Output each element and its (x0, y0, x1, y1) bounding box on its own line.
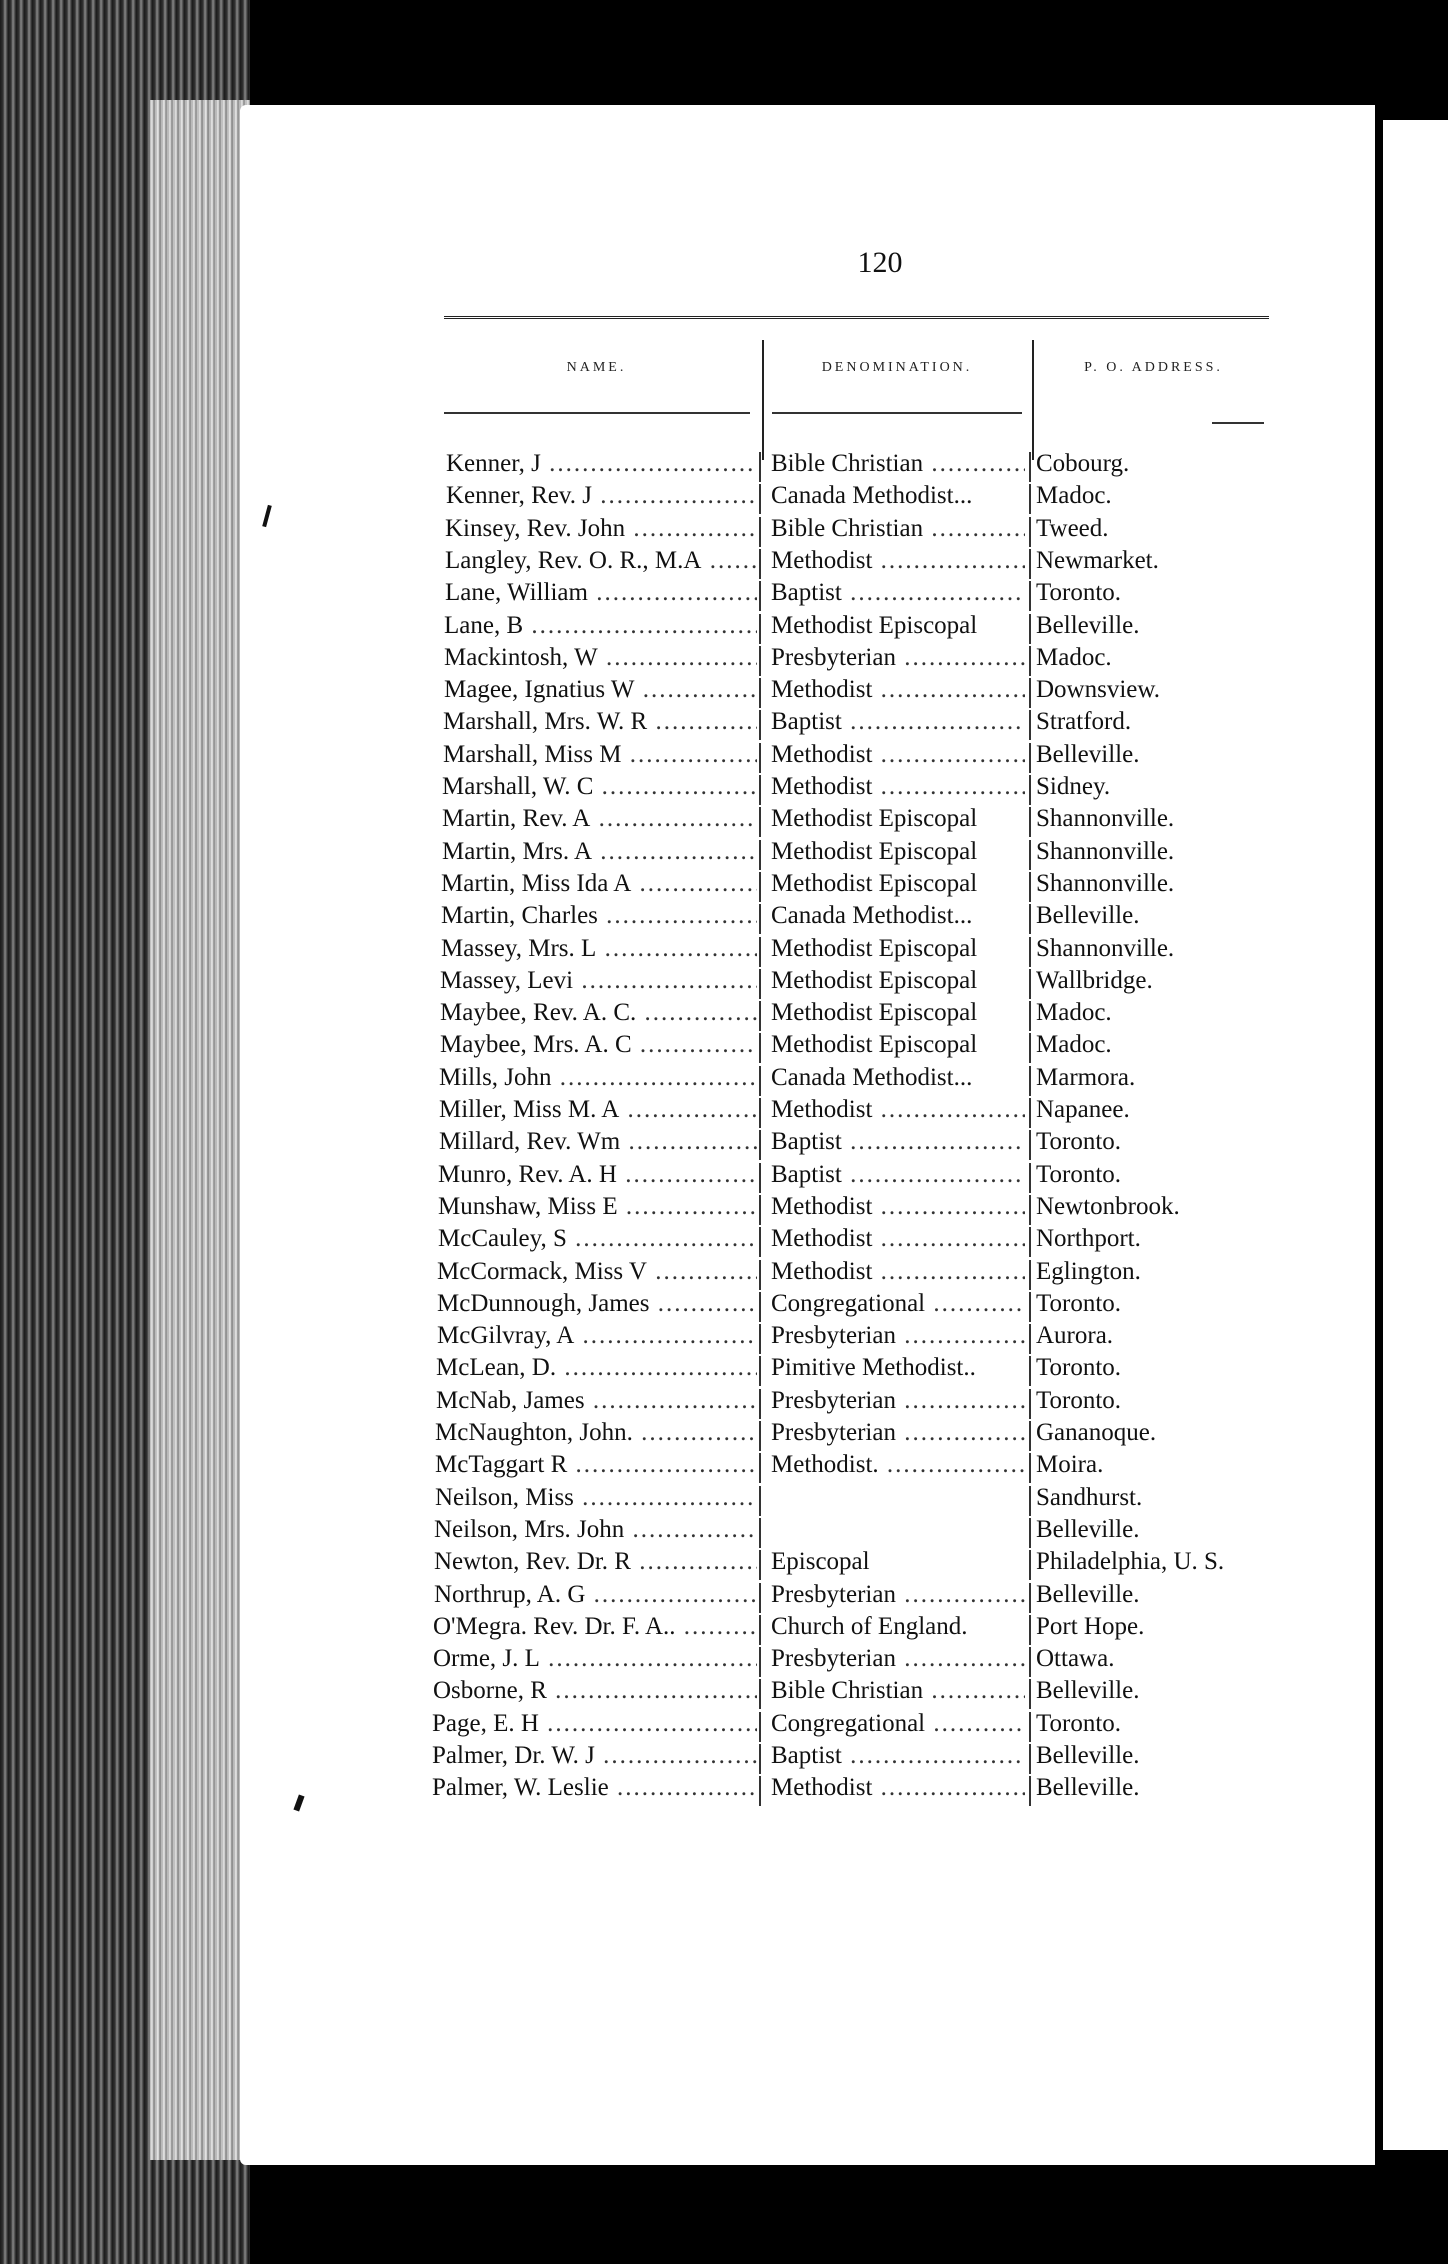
entry-name: Marshall, Miss M ..... (443, 741, 757, 769)
table-row (0, 1613, 1448, 1645)
entry-name: Orme, J. L ..... (433, 1645, 757, 1673)
column-divider (759, 1163, 761, 1193)
entry-name: Munshaw, Miss E ..... (438, 1193, 757, 1221)
entry-address: Shannonville. (1036, 869, 1175, 897)
column-divider (1029, 581, 1031, 611)
column-header-address: P. O. ADDRESS. (1084, 360, 1223, 375)
column-divider (759, 710, 761, 740)
entry-denomination: Methodist ..... (771, 1193, 1025, 1221)
table-row (0, 1742, 1448, 1774)
entry-name: Neilson, Mrs. John ..... (434, 1516, 757, 1544)
column-divider (759, 646, 761, 676)
table-row (0, 1419, 1448, 1451)
table-row (0, 1322, 1448, 1354)
table-row (0, 612, 1448, 644)
entry-denomination: Baptist ..... (771, 1742, 1025, 1770)
entry-name: McTaggart R ..... (435, 1451, 757, 1479)
entry-denomination: Presbyterian ..... (771, 1419, 1025, 1447)
table-row (0, 902, 1448, 934)
entry-address: Newmarket. (1036, 546, 1159, 574)
entry-name: McDunnough, James ..... (437, 1290, 757, 1318)
entry-address: Port Hope. (1036, 1612, 1145, 1640)
table-row (0, 1516, 1448, 1548)
column-divider (1029, 1421, 1031, 1451)
entry-denomination: Methodist Episcopal (771, 837, 978, 865)
entry-name: Lane, William ..... (445, 579, 757, 607)
entry-denomination: Methodist Episcopal (771, 999, 978, 1027)
column-divider (1029, 775, 1031, 805)
table-row (0, 1451, 1448, 1483)
column-divider (1029, 1583, 1031, 1613)
column-divider (1029, 517, 1031, 547)
column-divider (759, 549, 761, 579)
column-divider (759, 1712, 761, 1742)
column-divider (759, 1453, 761, 1483)
entry-address: Madoc. (1036, 1031, 1112, 1059)
table-row (0, 741, 1448, 773)
table-row (0, 1710, 1448, 1742)
column-divider (1029, 1163, 1031, 1193)
entry-address: Marmora. (1036, 1063, 1136, 1091)
entry-address: Ottawa. (1036, 1645, 1115, 1673)
table-row (0, 1548, 1448, 1580)
entry-address: Belleville. (1036, 740, 1140, 768)
table-row (0, 773, 1448, 805)
entry-name: Kenner, Rev. J ..... (446, 482, 757, 510)
entry-address: Newtonbrook. (1036, 1192, 1180, 1220)
column-divider (762, 340, 764, 460)
table-row (0, 708, 1448, 740)
entry-name: Marshall, W. C ..... (442, 773, 757, 801)
column-divider (759, 743, 761, 773)
entry-address: Toronto. (1036, 1289, 1122, 1317)
entry-name: Magee, Ignatius W ..... (444, 676, 757, 704)
entry-name: McLean, D. ..... (436, 1354, 757, 1382)
entry-name: Millard, Rev. Wm ..... (439, 1128, 757, 1156)
entry-address: Madoc. (1036, 999, 1112, 1027)
entry-denomination: Congregational ..... (771, 1710, 1025, 1738)
column-divider (1029, 452, 1031, 482)
column-divider (759, 1324, 761, 1354)
entry-name: Kinsey, Rev. John ..... (445, 515, 757, 543)
column-divider (759, 517, 761, 547)
column-divider (759, 1066, 761, 1096)
entry-address: Cobourg. (1036, 450, 1130, 477)
entry-address: Napanee. (1036, 1096, 1130, 1123)
column-divider (1029, 549, 1031, 579)
page-number: 120 (857, 246, 903, 279)
column-divider (759, 581, 761, 611)
table-row (0, 1387, 1448, 1419)
entry-address: Belleville. (1036, 611, 1140, 639)
entry-address: Toronto. (1036, 1160, 1122, 1188)
column-divider (759, 840, 761, 870)
column-divider (1029, 937, 1031, 967)
entry-address: Toronto. (1036, 1709, 1122, 1737)
entry-denomination: Methodist Episcopal (771, 611, 978, 639)
entry-denomination: Methodist Episcopal (771, 805, 978, 833)
entry-name: McGilvray, A ..... (437, 1322, 757, 1350)
column-divider (1029, 743, 1031, 773)
column-divider (1029, 1001, 1031, 1031)
entry-address: Gananoque. (1036, 1419, 1157, 1446)
table-row (0, 482, 1448, 514)
entry-address: Stratford. (1036, 708, 1132, 736)
table-row (0, 644, 1448, 676)
entry-name: Massey, Levi ..... (440, 967, 757, 995)
column-divider (1029, 1227, 1031, 1257)
entry-address: Moira. (1036, 1451, 1104, 1479)
entry-name: Martin, Charles ..... (441, 902, 757, 930)
column-divider (1029, 1356, 1031, 1386)
column-divider (1029, 1776, 1031, 1806)
entry-denomination: Methodist Episcopal (771, 934, 978, 962)
table-row (0, 1225, 1448, 1257)
column-divider (1029, 1195, 1031, 1225)
column-divider (759, 937, 761, 967)
entry-denomination: Presbyterian ..... (771, 1322, 1025, 1350)
column-divider (1029, 1679, 1031, 1709)
entry-name: Munro, Rev. A. H ..... (438, 1161, 757, 1189)
entry-denomination: Presbyterian ..... (771, 644, 1025, 672)
entry-denomination: Bible Christian ..... (771, 1677, 1025, 1705)
entry-name: McNab, James ..... (436, 1387, 757, 1415)
column-divider (759, 1195, 761, 1225)
column-divider (759, 969, 761, 999)
column-divider (1029, 1647, 1031, 1677)
column-divider (759, 1421, 761, 1451)
entry-address: Belleville. (1036, 1677, 1140, 1705)
table-row (0, 515, 1448, 547)
column-divider (1029, 1066, 1031, 1096)
table-row (0, 450, 1448, 482)
header-rule-name (444, 412, 750, 414)
column-divider (759, 1356, 761, 1386)
entry-denomination: Baptist ..... (771, 1161, 1025, 1189)
entry-address: Sidney. (1036, 773, 1111, 800)
column-divider (759, 1647, 761, 1677)
entry-address: Tweed. (1036, 514, 1109, 542)
column-divider (759, 1744, 761, 1774)
column-divider (759, 807, 761, 837)
table-row (0, 838, 1448, 870)
table-row (0, 967, 1448, 999)
column-divider (759, 614, 761, 644)
column-divider (759, 1486, 761, 1516)
table-row (0, 547, 1448, 579)
column-divider (1029, 1033, 1031, 1063)
table-row (0, 1193, 1448, 1225)
entry-name: Martin, Mrs. A ..... (442, 838, 757, 866)
column-header-denomination: DENOMINATION. (821, 360, 973, 375)
column-divider (1029, 1712, 1031, 1742)
entry-denomination: Congregational ..... (771, 1290, 1025, 1318)
column-divider (1029, 678, 1031, 708)
entry-denomination: Episcopal (771, 1548, 870, 1576)
entry-denomination: Pimitive Methodist.. (771, 1354, 976, 1382)
column-divider (759, 1033, 761, 1063)
table-row (0, 870, 1448, 902)
entry-address: Belleville. (1036, 1742, 1140, 1769)
column-divider (1029, 614, 1031, 644)
table-row (0, 676, 1448, 708)
column-header-name: NAME. (566, 360, 627, 375)
column-divider (759, 484, 761, 514)
entry-address: Toronto. (1036, 1128, 1122, 1156)
entry-denomination: Methodist ..... (771, 1774, 1025, 1802)
entry-name: Miller, Miss M. A ..... (439, 1096, 757, 1124)
column-divider (759, 1001, 761, 1031)
column-divider (1029, 1098, 1031, 1128)
table-row (0, 1258, 1448, 1290)
column-divider (759, 775, 761, 805)
column-divider (759, 1583, 761, 1613)
entry-name: Page, E. H ..... (432, 1710, 757, 1738)
table-row (0, 1677, 1448, 1709)
entry-denomination: Methodist Episcopal (771, 966, 978, 994)
entry-name: Mackintosh, W ..... (444, 644, 757, 672)
entry-denomination: Presbyterian ..... (771, 1645, 1025, 1673)
entry-name: Neilson, Miss ..... (435, 1484, 757, 1512)
column-divider (759, 678, 761, 708)
column-divider (759, 1615, 761, 1645)
entry-name: Martin, Miss Ida A ..... (441, 870, 757, 898)
entry-denomination: Methodist ..... (771, 773, 1025, 801)
entry-name: Lane, B ..... (444, 612, 757, 640)
table-row (0, 805, 1448, 837)
table-row (0, 1290, 1448, 1322)
column-divider (1029, 1324, 1031, 1354)
entry-address: Eglington. (1036, 1257, 1141, 1285)
column-divider (1029, 1518, 1031, 1548)
entry-address: Toronto. (1036, 1386, 1122, 1414)
entry-denomination: Canada Methodist... (771, 902, 973, 930)
column-divider (1029, 969, 1031, 999)
entry-denomination: Methodist. ..... (771, 1451, 1025, 1479)
entry-denomination: Canada Methodist... (771, 1063, 973, 1091)
column-divider (759, 1130, 761, 1160)
column-divider (1029, 484, 1031, 514)
column-divider (1029, 1744, 1031, 1774)
table-row (0, 1096, 1448, 1128)
column-divider (759, 1260, 761, 1290)
entry-denomination: Baptist ..... (771, 1128, 1025, 1156)
header-rule-address (1212, 422, 1264, 424)
entry-denomination: Presbyterian ..... (771, 1387, 1025, 1415)
entry-address: Toronto. (1036, 1354, 1122, 1382)
entry-address: Shannonville. (1036, 837, 1175, 865)
entry-name: Mills, John ..... (439, 1064, 757, 1092)
entry-address: Downsview. (1036, 676, 1161, 704)
entry-denomination: Methodist ..... (771, 676, 1025, 704)
entry-name: Kenner, J ..... (446, 450, 757, 478)
table-row (0, 935, 1448, 967)
column-divider (1029, 1453, 1031, 1483)
entry-name: McCauley, S ..... (438, 1225, 757, 1253)
column-divider (759, 1679, 761, 1709)
header-top-rule (444, 316, 1269, 319)
column-divider (759, 1389, 761, 1419)
column-divider (759, 1776, 761, 1806)
table-row (0, 999, 1448, 1031)
entry-denomination: Methodist ..... (771, 1258, 1025, 1286)
entry-address: Madoc. (1036, 482, 1112, 510)
table-row (0, 1354, 1448, 1386)
entry-denomination: Bible Christian ..... (771, 515, 1025, 543)
column-divider (759, 904, 761, 934)
entry-denomination: Methodist Episcopal (771, 1031, 978, 1059)
entry-name: McCormack, Miss V ..... (437, 1258, 757, 1286)
entry-denomination: Baptist ..... (771, 708, 1025, 736)
entry-address: Northport. (1036, 1225, 1141, 1253)
column-divider (759, 1292, 761, 1322)
entry-address: Wallbridge. (1036, 966, 1153, 994)
entry-address: Shannonville. (1036, 805, 1175, 833)
entry-name: O'Megra. Rev. Dr. F. A.. ..... (433, 1613, 757, 1641)
table-row (0, 1645, 1448, 1677)
column-divider (759, 1227, 761, 1257)
table-row (0, 1484, 1448, 1516)
entry-name: Massey, Mrs. L ..... (441, 935, 757, 963)
column-divider (1029, 1615, 1031, 1645)
column-divider (759, 1518, 761, 1548)
entry-name: McNaughton, John. ..... (435, 1419, 757, 1447)
entry-denomination: Church of England. (771, 1612, 968, 1640)
column-divider (1029, 646, 1031, 676)
entry-denomination: Presbyterian ..... (771, 1581, 1025, 1609)
entry-name: Martin, Rev. A ..... (442, 805, 757, 833)
entry-address: Madoc. (1036, 643, 1112, 671)
entry-address: Belleville. (1036, 902, 1140, 930)
column-divider (1029, 904, 1031, 934)
column-divider (1029, 710, 1031, 740)
entry-name: Northrup, A. G ..... (434, 1581, 757, 1609)
table-row (0, 1581, 1448, 1613)
column-divider (1029, 807, 1031, 837)
column-divider (759, 1098, 761, 1128)
entry-address: Toronto. (1036, 579, 1122, 607)
header-rule-denomination (772, 412, 1022, 414)
entry-name: Maybee, Mrs. A. C ..... (440, 1031, 757, 1059)
entry-address: Shannonville. (1036, 934, 1175, 962)
column-divider (1029, 1486, 1031, 1516)
column-divider (759, 452, 761, 482)
entry-address: Belleville. (1036, 1515, 1140, 1543)
entry-name: Palmer, W. Leslie ..... (432, 1774, 757, 1802)
entry-denomination: Methodist ..... (771, 1096, 1025, 1124)
table-row (0, 1128, 1448, 1160)
entry-name: Osborne, R ..... (433, 1677, 757, 1705)
column-divider (1029, 872, 1031, 902)
entry-denomination: Bible Christian ..... (771, 450, 1025, 478)
table-row (0, 1161, 1448, 1193)
entry-denomination: Methodist Episcopal (771, 869, 978, 897)
entry-name: Palmer, Dr. W. J ..... (432, 1742, 757, 1770)
entry-name: Marshall, Mrs. W. R ..... (443, 708, 757, 736)
column-divider (1032, 340, 1034, 460)
column-divider (759, 872, 761, 902)
column-divider (1029, 1389, 1031, 1419)
column-divider (1029, 1260, 1031, 1290)
entry-address: Aurora. (1036, 1322, 1114, 1350)
entry-name: Newton, Rev. Dr. R ..... (434, 1548, 757, 1576)
column-divider (1029, 840, 1031, 870)
column-divider (1029, 1292, 1031, 1322)
entry-address: Sandhurst. (1036, 1483, 1143, 1511)
entry-denomination: Baptist ..... (771, 579, 1025, 607)
table-row (0, 1031, 1448, 1063)
column-divider (759, 1550, 761, 1580)
entry-name: Langley, Rev. O. R., M.A ..... (445, 547, 757, 575)
table-row (0, 579, 1448, 611)
entry-address: Belleville. (1036, 1580, 1140, 1608)
entry-denomination: Methodist ..... (771, 547, 1025, 575)
entry-address: Philadelphia, U. S. (1036, 1548, 1225, 1576)
table-row (0, 1774, 1448, 1806)
column-divider (1029, 1130, 1031, 1160)
entry-denomination: Canada Methodist... (771, 482, 973, 510)
entry-address: Belleville. (1036, 1774, 1140, 1802)
entry-denomination: Methodist ..... (771, 741, 1025, 769)
column-divider (1029, 1550, 1031, 1580)
entry-denomination: Methodist ..... (771, 1225, 1025, 1253)
table-row (0, 1064, 1448, 1096)
entry-name: Maybee, Rev. A. C. ..... (440, 999, 757, 1027)
